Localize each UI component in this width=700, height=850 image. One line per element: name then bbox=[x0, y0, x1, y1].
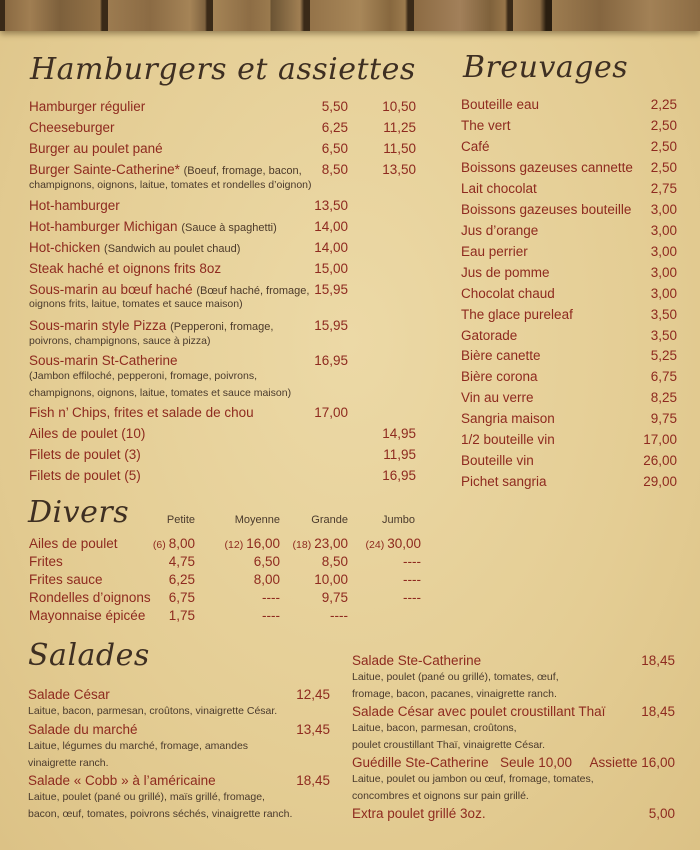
price-cell: (6) 8,00 bbox=[152, 536, 195, 551]
item-description: fromage, bacon, pacanes, vinaigrette ranch. bbox=[352, 688, 557, 700]
drink-item: Boissons gazeuses cannette bbox=[461, 160, 633, 175]
price-cell: ---- bbox=[403, 572, 421, 587]
price-cell: 6,50 bbox=[253, 554, 280, 569]
price-cell: (12) 16,00 bbox=[224, 536, 280, 551]
item-description: Laitue, poulet ou jambon ou œuf, fromage, tomates, bbox=[352, 773, 594, 785]
drink-price: 2,50 bbox=[650, 160, 677, 175]
price-single: 13,50 bbox=[314, 198, 348, 213]
price-cell: 8,00 bbox=[253, 572, 280, 587]
menu-item: Burger Sainte-Catherine* (Boeuf, fromage, bacon, bbox=[29, 162, 302, 177]
price-single: 14,00 bbox=[314, 240, 348, 255]
item-description: concombres et oignons sur pain grillé. bbox=[352, 790, 529, 802]
price-cell: 6,75 bbox=[168, 590, 195, 605]
drink-price: 3,00 bbox=[650, 286, 677, 301]
price-cell: 4,75 bbox=[168, 554, 195, 569]
price-cell: ---- bbox=[403, 554, 421, 569]
drink-price: 6,75 bbox=[650, 369, 677, 384]
menu-item: Hot-chicken (Sandwich au poulet chaud) bbox=[29, 240, 241, 255]
price-cell: 8,50 bbox=[321, 554, 348, 569]
menu-item: Sous-marin St-Catherine bbox=[29, 353, 178, 368]
drink-price: 2,50 bbox=[650, 118, 677, 133]
menu-item: Sous-marin style Pizza (Pepperoni, fromage, bbox=[29, 318, 274, 333]
column-header-petite: Petite bbox=[166, 514, 195, 526]
drink-price: 26,00 bbox=[643, 453, 677, 468]
item-description: Laitue, légumes du marché, fromage, amandes bbox=[28, 740, 249, 752]
price-cell: 1,75 bbox=[168, 608, 195, 623]
column-header-jumbo: Jumbo bbox=[381, 514, 415, 526]
drink-item: Sangria maison bbox=[461, 411, 555, 426]
item-description: oignons frits, laitue, tomates et sauce maison) bbox=[29, 298, 243, 310]
drink-price: 8,25 bbox=[650, 390, 677, 405]
column-header-grande: Grande bbox=[311, 514, 348, 526]
price-cell: (18) 23,00 bbox=[292, 536, 348, 551]
drink-item: The glace pureleaf bbox=[461, 307, 573, 322]
menu-item: Fish n’ Chips, frites et salade de chou bbox=[29, 405, 254, 420]
divers-item: Frites sauce bbox=[29, 572, 103, 587]
price-single: 16,95 bbox=[314, 353, 348, 368]
item-description: poivrons, champignons, sauce à pizza) bbox=[29, 335, 211, 347]
salad-item: Salade « Cobb » à l’américaine bbox=[28, 773, 216, 788]
menu-item: Ailes de poulet (10) bbox=[29, 426, 146, 441]
drink-item: Eau perrier bbox=[461, 244, 528, 259]
wood-header-banner bbox=[0, 0, 700, 31]
drink-item: Bière canette bbox=[461, 348, 541, 363]
item-description: champignons, oignons, laitue, tomates et sauce maison) bbox=[29, 387, 292, 399]
drink-item: Gatorade bbox=[461, 328, 518, 343]
drink-item: The vert bbox=[461, 118, 511, 133]
divers-item: Frites bbox=[29, 554, 63, 569]
drink-item: Bière corona bbox=[461, 369, 538, 384]
drink-item: Boissons gazeuses bouteille bbox=[461, 202, 632, 217]
menu-item: Filets de poulet (5) bbox=[29, 468, 141, 483]
drink-price: 9,75 bbox=[650, 411, 677, 426]
drink-price: 3,50 bbox=[650, 328, 677, 343]
price-single: 8,50 bbox=[321, 162, 348, 177]
price-assiette: Assiette 16,00 bbox=[589, 755, 675, 770]
section-title-divers: Divers bbox=[28, 495, 130, 530]
drink-item: Bouteille vin bbox=[461, 453, 534, 468]
menu-item: Steak haché et oignons frits 8oz bbox=[29, 261, 222, 276]
price-cell: ---- bbox=[330, 608, 348, 623]
drink-price: 2,25 bbox=[650, 97, 677, 112]
price-seule: Seule 10,00 bbox=[500, 755, 573, 770]
drink-price: 3,00 bbox=[650, 244, 677, 259]
price-plate: 11,25 bbox=[383, 120, 416, 135]
drink-item: Bouteille eau bbox=[461, 97, 540, 112]
item-description: bacon, œuf, tomates, poivrons séchés, vinaigrette ranch. bbox=[28, 808, 293, 820]
drink-price: 17,00 bbox=[643, 432, 677, 447]
item-description: Laitue, bacon, parmesan, croûtons, vinaigrette César. bbox=[28, 705, 278, 717]
drink-price: 29,00 bbox=[643, 474, 677, 489]
price-single: 6,25 bbox=[321, 120, 348, 135]
price-single: 15,95 bbox=[314, 318, 348, 333]
salad-price: 18,45 bbox=[641, 704, 675, 719]
item-description: Laitue, bacon, parmesan, croûtons, bbox=[352, 722, 517, 734]
item-description: Laitue, poulet (pané ou grillé), tomates, œuf, bbox=[352, 671, 559, 683]
drink-item: Pichet sangria bbox=[461, 474, 547, 489]
item-description: Laitue, poulet (pané ou grillé), maïs grillé, fromage, bbox=[28, 791, 265, 803]
drink-item: 1/2 bouteille vin bbox=[461, 432, 555, 447]
salad-price: 18,45 bbox=[641, 653, 675, 668]
salad-item: Salade du marché bbox=[28, 722, 138, 737]
salad-item: Extra poulet grillé 3oz. bbox=[352, 806, 486, 821]
item-description: vinaigrette ranch. bbox=[28, 757, 109, 769]
drink-item: Lait chocolat bbox=[461, 181, 537, 196]
drink-price: 5,25 bbox=[650, 348, 677, 363]
item-description: champignons, oignons, laitue, tomates et rondelles d’oignon) bbox=[29, 179, 312, 191]
salad-price: 18,45 bbox=[296, 773, 330, 788]
menu-item: Hamburger régulier bbox=[29, 99, 146, 114]
price-cell: ---- bbox=[262, 608, 280, 623]
menu-item: Cheeseburger bbox=[29, 120, 115, 135]
price-plate: 10,50 bbox=[382, 99, 416, 114]
divers-item: Mayonnaise épicée bbox=[29, 608, 146, 623]
drink-item: Jus de pomme bbox=[461, 265, 550, 280]
price-plate: 14,95 bbox=[382, 426, 416, 441]
salad-item: Salade César bbox=[28, 687, 110, 702]
menu-item: Filets de poulet (3) bbox=[29, 447, 141, 462]
menu-item: Burger au poulet pané bbox=[29, 141, 163, 156]
price-single: 6,50 bbox=[321, 141, 348, 156]
price-plate: 16,95 bbox=[382, 468, 416, 483]
drink-price: 3,50 bbox=[650, 307, 677, 322]
price-plate: 13,50 bbox=[382, 162, 416, 177]
drink-price: 3,00 bbox=[650, 223, 677, 238]
price-single: 14,00 bbox=[314, 219, 348, 234]
price-cell: (24) 30,00 bbox=[365, 536, 421, 551]
drink-item: Café bbox=[461, 139, 490, 154]
price-single: 5,50 bbox=[321, 99, 348, 114]
drink-price: 2,50 bbox=[650, 139, 677, 154]
salad-price: 13,45 bbox=[296, 722, 330, 737]
price-single: 15,00 bbox=[314, 261, 348, 276]
price-cell: 9,75 bbox=[321, 590, 348, 605]
column-header-moyenne: Moyenne bbox=[234, 514, 280, 526]
salad-price: 5,00 bbox=[648, 806, 675, 821]
price-cell: 6,25 bbox=[168, 572, 195, 587]
section-title-hamburgers: Hamburgers et assiettes bbox=[30, 52, 416, 87]
item-description: poulet croustillant Thaï, vinaigrette César. bbox=[352, 739, 545, 751]
divers-item: Rondelles d’oignons bbox=[29, 590, 151, 605]
drink-item: Vin au verre bbox=[461, 390, 534, 405]
drink-item: Chocolat chaud bbox=[461, 286, 555, 301]
price-single: 15,95 bbox=[314, 282, 348, 297]
salad-price: 12,45 bbox=[296, 687, 330, 702]
drink-price: 3,00 bbox=[650, 202, 677, 217]
drink-price: 3,00 bbox=[650, 265, 677, 280]
price-plate: 11,95 bbox=[383, 447, 416, 462]
salad-item: Guédille Ste-Catherine bbox=[352, 755, 489, 770]
menu-item: Sous-marin au bœuf haché (Bœuf haché, fromage, bbox=[29, 282, 310, 297]
price-plate: 11,50 bbox=[383, 141, 416, 156]
drink-price: 2,75 bbox=[650, 181, 677, 196]
section-title-salades: Salades bbox=[28, 638, 150, 673]
menu-item: Hot-hamburger Michigan (Sauce à spaghetti) bbox=[29, 219, 277, 234]
drink-item: Jus d’orange bbox=[461, 223, 539, 238]
salad-item: Salade César avec poulet croustillant Thaï bbox=[352, 704, 606, 719]
menu-item: Hot-hamburger bbox=[29, 198, 120, 213]
price-cell: 10,00 bbox=[314, 572, 348, 587]
divers-item: Ailes de poulet bbox=[29, 536, 118, 551]
price-cell: ---- bbox=[262, 590, 280, 605]
section-title-breuvages: Breuvages bbox=[463, 50, 629, 85]
price-single: 17,00 bbox=[314, 405, 348, 420]
price-cell: ---- bbox=[403, 590, 421, 605]
salad-item: Salade Ste-Catherine bbox=[352, 653, 482, 668]
item-description: (Jambon effiloché, pepperoni, fromage, poivrons, bbox=[29, 370, 258, 382]
